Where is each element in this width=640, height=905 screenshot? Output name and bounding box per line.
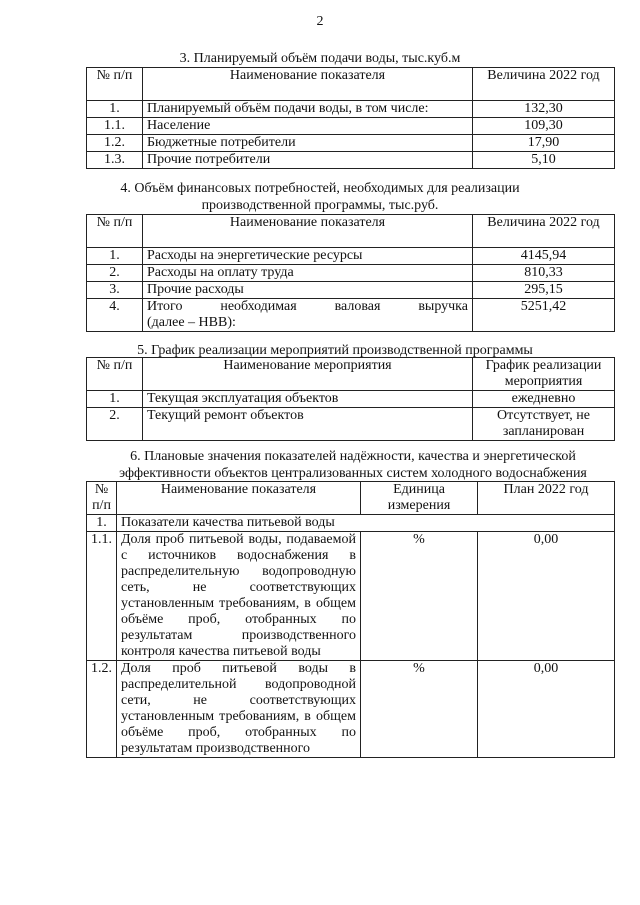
table-row — [87, 391, 615, 408]
section4-title — [100, 180, 540, 214]
row-name: Текущий ремонт объектов — [143, 408, 473, 441]
section5-table — [86, 357, 615, 441]
row-unit: % — [361, 661, 478, 758]
header-value: Величина 2022 год — [473, 68, 615, 101]
table-row — [87, 101, 615, 118]
section6-title — [88, 448, 618, 482]
table-row — [87, 118, 615, 135]
section4-table — [86, 214, 615, 332]
table-row — [87, 248, 615, 265]
row-num: 3. — [87, 282, 143, 299]
row-value: 4145,94 — [473, 248, 615, 265]
page-number: 2 — [316, 14, 324, 29]
table-header — [87, 482, 615, 515]
table-header — [87, 68, 615, 101]
table-row — [87, 265, 615, 282]
table-row — [87, 135, 615, 152]
table-row — [87, 408, 615, 441]
row-name: Доля проб питьевой воды, подаваемой с источников водоснабжения в распределительную водопроводную сеть, не соответствующих установленным требованиям, в общем объёме проб, отобранных по результатам производственного контроля качества питьевой воды — [117, 532, 361, 661]
table-header — [87, 215, 615, 248]
row-num: 4. — [87, 299, 143, 332]
row-num: 1. — [87, 101, 143, 118]
section6-table — [86, 481, 615, 758]
section5-title: 5. График реализации мероприятий производственной программы — [137, 343, 533, 358]
row-value: 17,90 — [473, 135, 615, 152]
row-name: Планируемый объём подачи воды, в том числе: — [143, 101, 473, 118]
section6-title-line2: эффективности объектов централизованных систем холодного водоснабжения — [119, 466, 587, 481]
row-name: Текущая эксплуатация объектов — [143, 391, 473, 408]
table-row — [87, 299, 615, 332]
group-num: 1. — [87, 515, 117, 532]
row-value: ежедневно — [473, 391, 615, 408]
table-row — [87, 152, 615, 169]
row-value: 109,30 — [473, 118, 615, 135]
table-row — [87, 532, 615, 661]
row-num: 2. — [87, 408, 143, 441]
row-unit: % — [361, 532, 478, 661]
section6-title-line1: 6. Плановые значения показателей надёжности, качества и энергетической — [130, 449, 576, 464]
row-name: Доля проб питьевой воды в распределительной водопроводной сети, не соответствующих установленным требованиям, в общем объёме проб, отобранных по результатам производственного — [117, 661, 361, 758]
header-value: Величина 2022 год — [473, 215, 615, 248]
header-name: Наименование показателя — [143, 215, 473, 248]
row-name: Прочие расходы — [143, 282, 473, 299]
section4-title-line2: производственной программы, тыс.руб. — [201, 198, 439, 213]
header-num: № п/п — [87, 358, 143, 391]
row-num: 1.1. — [87, 118, 143, 135]
row-name-line1: Итого необходимая валовая выручка — [147, 299, 468, 314]
header-name: Наименование показателя — [117, 482, 361, 515]
row-value: 810,33 — [473, 265, 615, 282]
section4-title-line1: 4. Объём финансовых потребностей, необходимых для реализации — [120, 181, 520, 196]
row-value: 295,15 — [473, 282, 615, 299]
section3-title: 3. Планируемый объём подачи воды, тыс.куб.м — [179, 51, 461, 66]
row-num: 2. — [87, 265, 143, 282]
header-num: № п/п — [87, 482, 117, 515]
table-group-row — [87, 515, 615, 532]
table-header — [87, 358, 615, 391]
row-value: Отсутствует, не запланирован — [473, 408, 615, 441]
header-name: Наименование мероприятия — [143, 358, 473, 391]
header-name: Наименование показателя — [143, 68, 473, 101]
row-plan: 0,00 — [478, 532, 615, 661]
row-name-line2: (далее – НВВ): — [147, 315, 236, 330]
header-plan: План 2022 год — [478, 482, 615, 515]
row-name: Прочие потребители — [143, 152, 473, 169]
row-num: 1. — [87, 391, 143, 408]
row-num: 1.3. — [87, 152, 143, 169]
row-num: 1.2. — [87, 135, 143, 152]
row-num: 1.1. — [87, 532, 117, 661]
section3-table — [86, 67, 615, 169]
row-plan: 0,00 — [478, 661, 615, 758]
row-name: Расходы на оплату труда — [143, 265, 473, 282]
row-num: 1.2. — [87, 661, 117, 758]
header-num: № п/п — [87, 68, 143, 101]
table-row — [87, 282, 615, 299]
group-name: Показатели качества питьевой воды — [117, 515, 615, 532]
row-value: 132,30 — [473, 101, 615, 118]
row-name: Бюджетные потребители — [143, 135, 473, 152]
row-name: Расходы на энергетические ресурсы — [143, 248, 473, 265]
table-row — [87, 661, 615, 758]
header-unit: Единица измерения — [361, 482, 478, 515]
row-num: 1. — [87, 248, 143, 265]
row-name: Население — [143, 118, 473, 135]
row-name — [143, 299, 473, 332]
header-num: № п/п — [87, 215, 143, 248]
header-value: График реализации мероприятия — [473, 358, 615, 391]
row-value: 5,10 — [473, 152, 615, 169]
row-value: 5251,42 — [473, 299, 615, 332]
